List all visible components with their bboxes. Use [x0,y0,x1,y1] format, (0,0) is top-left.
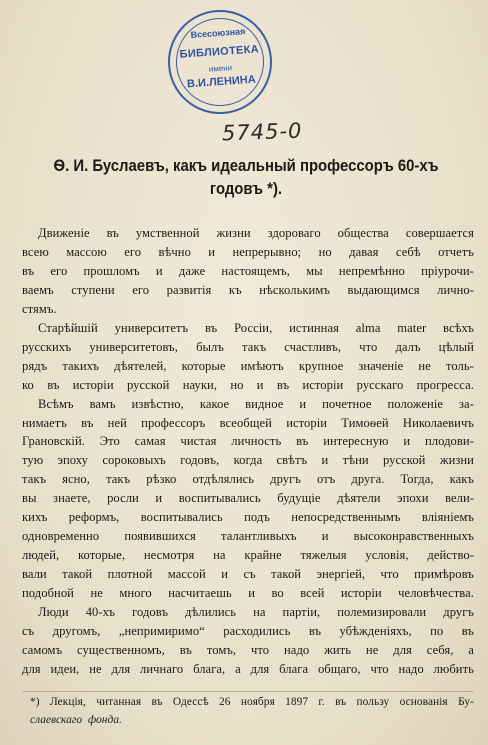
body-line: русскихъ университетовъ, былъ такъ счастливъ, что далъ цѣлый [22,339,474,354]
body-line: стямъ. [22,301,57,316]
body-line: Старѣйшій университетъ въ Россіи, истинная alma mater всѣхъ [38,320,474,335]
title-line-2: годовъ *). [209,180,283,198]
footnote-line-1: *) Лекція, читанная въ Одессѣ 26 ноября 1897 г. въ пользу основанія Бу- [30,696,474,708]
body-line: вы знаете, росли и воспитывались будущіе дѣятели эпохи вели- [22,491,474,506]
stamp-line-4: В.И.ЛЕНИНА [186,73,257,91]
body-line: подобной не много насчитаешь и во всей исторіи человѣчества. [22,586,474,601]
footnote-line-2: слаевскаго фонда. [30,713,122,726]
stamp-line-2: БИБЛИОТЕКА [179,43,260,61]
article-body [22,224,474,679]
body-line: въ его прошломъ и даже настоящемъ, мы непремѣнно пріурочи- [22,263,474,278]
body-line: Движеніе въ умственной жизни здороваго общества совершается [38,226,474,240]
body-line: рядъ такихъ дѣятелей, которые имѣютъ крупное значеніе не толь- [22,358,474,373]
body-line: такъ ясно, такъ рѣзко отдѣлялись другъ отъ друга. Тогда, какъ [22,472,474,487]
body-line: Всѣмъ вамъ извѣстно, какое видное и почетное положеніе за- [38,396,474,411]
body-line: вали такой плотной массой и съ такой энергіей, что примѣровъ [22,567,474,582]
body-line: самомъ существенномъ, въ томъ, что надо жить не для себя, а [22,642,474,657]
body-line: ко въ исторіи русской науки, но и въ исторіи русскаго прогресса. [22,377,474,392]
body-line: тую эпоху сороковыхъ годовъ, когда свѣтъ и тѣни русской жизни [22,453,474,468]
title-line-1: Ѳ. И. Буслаевъ, какъ идеальный профессоръ 60-хъ [53,157,439,175]
body-line: одновременно появившихся талантливыхъ и высоконравственныхъ [22,529,474,544]
body-line: кихъ реформъ, воспитывались подъ непосредственнымъ вліяніемъ [22,510,474,525]
body-line: всею массою его вѣчно и непрерывно; но давая себѣ отчетъ [22,244,474,259]
body-line: Грановскій. Это самая чистая личность въ интересную и плодови- [22,434,474,449]
article-title [45,155,446,201]
footnote-divider [22,691,474,692]
body-line: съ другомъ, „непримиримо“ расходились въ убѣжденіяхъ, по въ [22,624,474,639]
handwritten-catalog-number: 5745-0 [221,118,303,146]
stamp-line-1: Всесоюзная [190,26,246,40]
body-line: ваемъ ступени его развитія къ нѣсколькимъ выдающимся лично- [22,282,474,297]
body-line: людей, которые, несмотря на крайне тяжелыя условія, действо- [22,548,474,563]
stamp-line-3: имени [208,63,233,74]
body-line: Люди 40-хъ годовъ дѣлились на партіи, полемизировали другъ [38,605,474,620]
body-line: нимаетъ въ ней профессоръ всеобщей исторіи Тимоѳей Николаевичъ [22,415,474,430]
body-line: для идеи, не для личнаго блага, а для блага общаго, что надо любить [22,661,474,676]
library-stamp [164,6,275,117]
footnote [30,694,474,729]
